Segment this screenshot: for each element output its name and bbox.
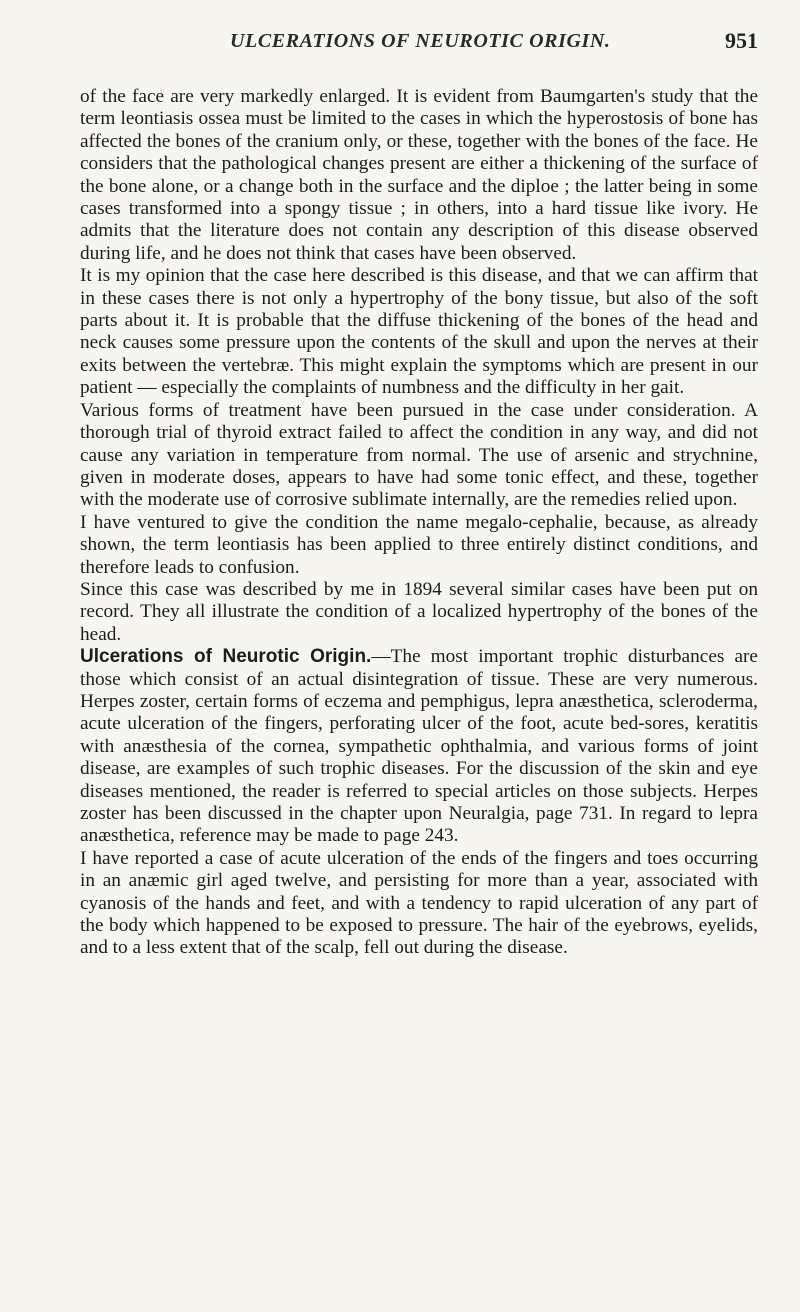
page-number: 951 (725, 28, 758, 53)
paragraph: Various forms of treatment have been pursued in the case under consideration. A thorough trial of thyroid extract failed to affect the condition in any way, and did not cause any variation in temperature from normal. The use of arsenic and strychnine, given in moderate doses, appears to have had some tonic effect, and these, together with the moderate use of corrosive sublimate internally, are the remedies relied upon. (80, 399, 758, 511)
paragraph: I have ventured to give the condition the name megalo-cephalie, because, as already shown, the term leontiasis has been applied to three entirely distinct conditions, and therefore leads to confusion. (80, 511, 758, 578)
paragraph: It is my opinion that the case here described is this disease, and that we can affirm that in these cases there is not only a hypertrophy of the bony tissue, but also of the soft parts about it. It is probable that the diffuse thickening of the bones of the head and neck causes some pressure upon the contents of the skull and upon the nerves at their exits between the vertebræ. This might explain the symptoms which are present in our patient — especially the complaints of numbness and the difficulty in her gait. (80, 265, 758, 399)
running-title: ULCERATIONS OF NEUROTIC ORIGIN. (230, 30, 611, 52)
section-dash: — (371, 646, 391, 668)
section-text: The most important trophic disturbances are those which consist of an actual disintegration of tissue. These are very numerous. Herpes zoster, certain forms of eczema and pemphigus, lepra anæsthetica, scleroderma, acute ulceration of the fingers, perforating ulcer of the foot, acute bed-sores, keratitis with anæsthesia of the cornea, sympathetic ophthalmia, and various forms of joint disease, are examples of such trophic diseases. For the discussion of the skin and eye diseases mentioned, the reader is referred to special articles on those subjects. Herpes zoster has been discussed in the chapter upon Neuralgia, page 731. In regard to lepra anæsthetica, reference may be made to page 243. (80, 646, 758, 847)
section-paragraph (80, 646, 758, 848)
section-heading: Ulcerations of Neurotic Origin. (80, 646, 372, 668)
body-text (80, 86, 758, 960)
running-head (0, 22, 800, 62)
paragraph: of the face are very markedly enlarged. It is evident from Baumgarten's study that the term leontiasis ossea must be limited to the cases in which the hyperostosis of bone has affected the bones of the cranium only, or these, together with the bones of the face. He considers that the pathological changes present are either a thickening of the surface of the bone alone, or a change both in the surface and the diploe ; the latter being in some cases transformed into a spongy tissue ; in others, into a hard tissue like ivory. He admits that the literature does not contain any description of this disease observed during life, and he does not think that cases have been observed. (80, 86, 758, 264)
paragraph: I have reported a case of acute ulceration of the ends of the fingers and toes occurring in an anæmic girl aged twelve, and persisting for more than a year, associated with cyanosis of the hands and feet, and with a tendency to rapid ulceration of any part of the body which happened to be exposed to pressure. The hair of the eyebrows, eyelids, and to a less extent that of the scalp, fell out during the disease. (80, 847, 758, 959)
paragraph: Since this case was described by me in 1894 several similar cases have been put on record. They all illustrate the condition of a localized hypertrophy of the bones of the head. (80, 578, 758, 645)
